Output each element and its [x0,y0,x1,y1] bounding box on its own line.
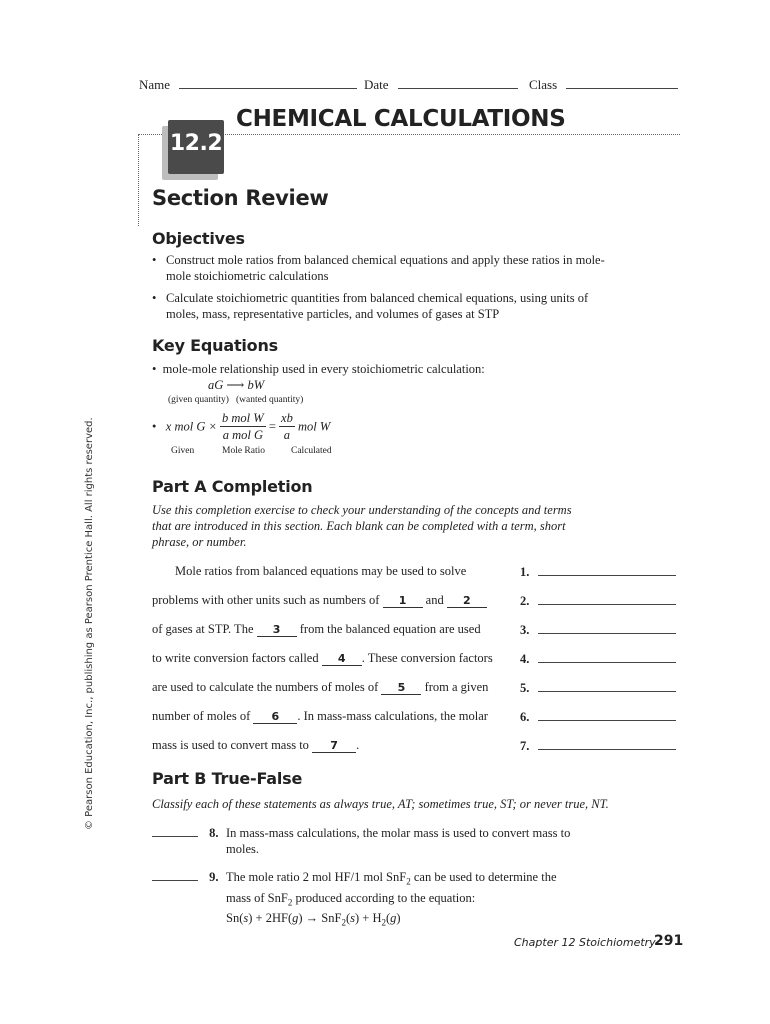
line-text: . In mass-mass calculations, the molar [297,709,488,723]
blank-1: 1 [383,595,423,608]
key-eq-text: mole-mole relationship used in every stoichiometric calculation: [162,362,485,376]
date-line[interactable] [398,76,518,89]
q8-number: 8. [209,826,219,840]
answer-number: 1. [520,565,530,579]
tf-blank-9[interactable] [152,870,198,881]
eq2-equals: = [268,419,276,434]
label-given: Given [171,446,195,456]
eq-part: s [243,911,249,925]
answer-6 [520,708,676,725]
subscript: 2 [341,917,346,928]
part-b-heading: Part B True-False [152,769,303,788]
answer-7 [520,737,676,754]
completion-line-5 [152,679,488,695]
section-number: 12.2 [169,131,223,156]
subscript: 2 [287,897,293,907]
eq2-right: mol W [297,419,331,434]
answer-line[interactable] [538,679,676,692]
q9-equation [226,910,596,931]
line-text: . These conversion factors [361,651,493,665]
eq-part: ( [345,911,351,925]
line-text: to write conversion factors called [152,651,319,665]
q9-line-1 [226,869,596,890]
answer-3 [520,621,676,638]
blank-4: 4 [322,653,362,666]
completion-line-2 [152,592,487,608]
tf-blank-8[interactable] [152,826,198,837]
objective-item: • Construct mole ratios from balanced chemical equations and apply these ratios in mole-mole stoichiometric calculations [152,252,612,284]
eq1-arrow: ⟶ [226,378,245,392]
q9-text-a: The mole ratio 2 mol HF/1 mol SnF [226,870,407,884]
equation-2: • x mol G × $\frac{\text{b mol W}}{\text{a mol G}}$ = $\frac{xb}{a}$ mol W [152,411,331,442]
line-text: from a given [424,680,489,694]
answer-number: 2. [520,594,530,608]
eq-part: g [390,911,397,925]
part-a-instructions: Use this completion exercise to check your understanding of the concepts and terms that are introduced in this section. Each blank can be completed with a term, short phrase, or number. [152,503,572,549]
blank-5: 5 [381,682,421,695]
label-calculated: Calculated [291,446,332,456]
subscript: 2 [381,917,386,928]
page-number: 291 [654,933,684,949]
part-a-heading: Part A Completion [152,477,313,496]
q9-number: 9. [209,870,219,884]
class-label: Class [529,77,558,92]
q9-text [226,869,596,931]
completion-line-3 [152,621,481,637]
answer-number: 5. [520,681,530,695]
completion-line-7 [152,737,359,753]
given-quantity-label: (given quantity) [168,395,229,405]
eq2-rden: a [283,428,291,442]
answer-line[interactable] [538,650,676,663]
wanted-quantity-label: (wanted quantity) [236,395,304,405]
eq1-right: bW [247,378,265,392]
answer-number: 6. [520,710,530,724]
question-9 [152,869,227,885]
answer-line[interactable] [538,708,676,721]
objective-item: • Calculate stoichiometric quantities from balanced chemical equations, using units of moles, mass, representative particles, and volumes of gases at STP [152,290,612,322]
key-equations-heading: Key Equations [152,336,278,355]
part-b-instructions: Classify each of these statements as always true, AT; sometimes true, ST; or never true, NT. [152,797,609,811]
line-text: . [356,738,360,752]
answer-line[interactable] [538,592,676,605]
q9-text-b: can be used to determine the [410,870,557,884]
section-title: CHEMICAL CALCULATIONS [236,106,566,132]
line-text: are used to calculate the numbers of moles of [152,680,379,694]
eq-part: ) + H [354,911,382,925]
date-label: Date [364,77,389,92]
label-mole-ratio: Mole Ratio [222,446,266,456]
eq2-left: x mol G × [165,419,217,434]
q9-text-c: mass of SnF [226,890,288,905]
equation-1 [208,377,264,393]
answer-number: 7. [520,739,530,753]
answer-2 [520,592,676,609]
eq-part: s [350,911,355,925]
name-field [139,76,357,93]
answer-number: 3. [520,623,530,637]
answer-line[interactable] [538,737,676,750]
q8-text: In mass-mass calculations, the molar mass is used to convert mass to moles. [226,826,571,856]
q9-line-2 [226,890,596,911]
blank-7: 7 [312,740,356,753]
line-text: of gases at STP. The [152,622,254,636]
completion-line-6 [152,708,488,724]
chapter-footer: Chapter 12 Stoichiometry [514,936,656,949]
objectives-list [152,252,612,328]
line-text: from the balanced equation are used [299,622,481,636]
eq-part: ) + 2HF( [248,911,293,925]
line-text: number of moles of [152,709,251,723]
eq-part: ) [396,911,401,925]
eq2-denominator: a mol G [222,428,263,442]
name-label: Name [139,77,171,92]
answer-number: 4. [520,652,530,666]
answer-1 [520,563,676,580]
class-field [529,76,678,93]
eq2-rnum: xb [281,411,293,425]
answer-5 [520,679,676,696]
eq-part: ) → SnF [298,911,342,925]
eq1-left: aG [208,378,224,392]
class-line[interactable] [566,76,678,89]
date-field [364,76,518,93]
subscript: 2 [406,876,411,887]
blank-3: 3 [257,624,297,637]
mole-ratio-fraction [220,410,266,443]
line-text: Mole ratios from balanced equations may be used to solve [175,564,467,578]
answer-line[interactable] [538,563,676,576]
result-fraction [279,410,295,443]
eq-part: ( [385,911,391,925]
objectives-heading: Objectives [152,229,245,248]
line-text: and [425,593,444,607]
dotted-rule-vertical [138,134,139,226]
eq-part: Sn( [226,911,244,925]
line-text: problems with other units such as numbers of [152,593,380,607]
key-eq-item1: • mole-mole relationship used in every stoichiometric calculation: [152,362,485,376]
section-number-badge [168,120,224,174]
q9-text-d: produced according to the equation: [292,890,476,905]
name-line[interactable] [179,76,357,89]
completion-line-1 [175,563,466,579]
answer-line[interactable] [538,621,676,634]
section-review-heading: Section Review [152,186,329,210]
blank-6: 6 [253,711,297,724]
line-text: mass is used to convert mass to [152,738,309,752]
eq2-numerator: b mol W [222,411,264,425]
completion-line-4 [152,650,493,666]
copyright-notice: © Pearson Education, Inc., publishing as Pearson Prentice Hall. All rights reserved. [84,417,95,830]
answer-4 [520,650,676,667]
eq-part: g [292,911,299,925]
blank-2: 2 [447,595,487,608]
